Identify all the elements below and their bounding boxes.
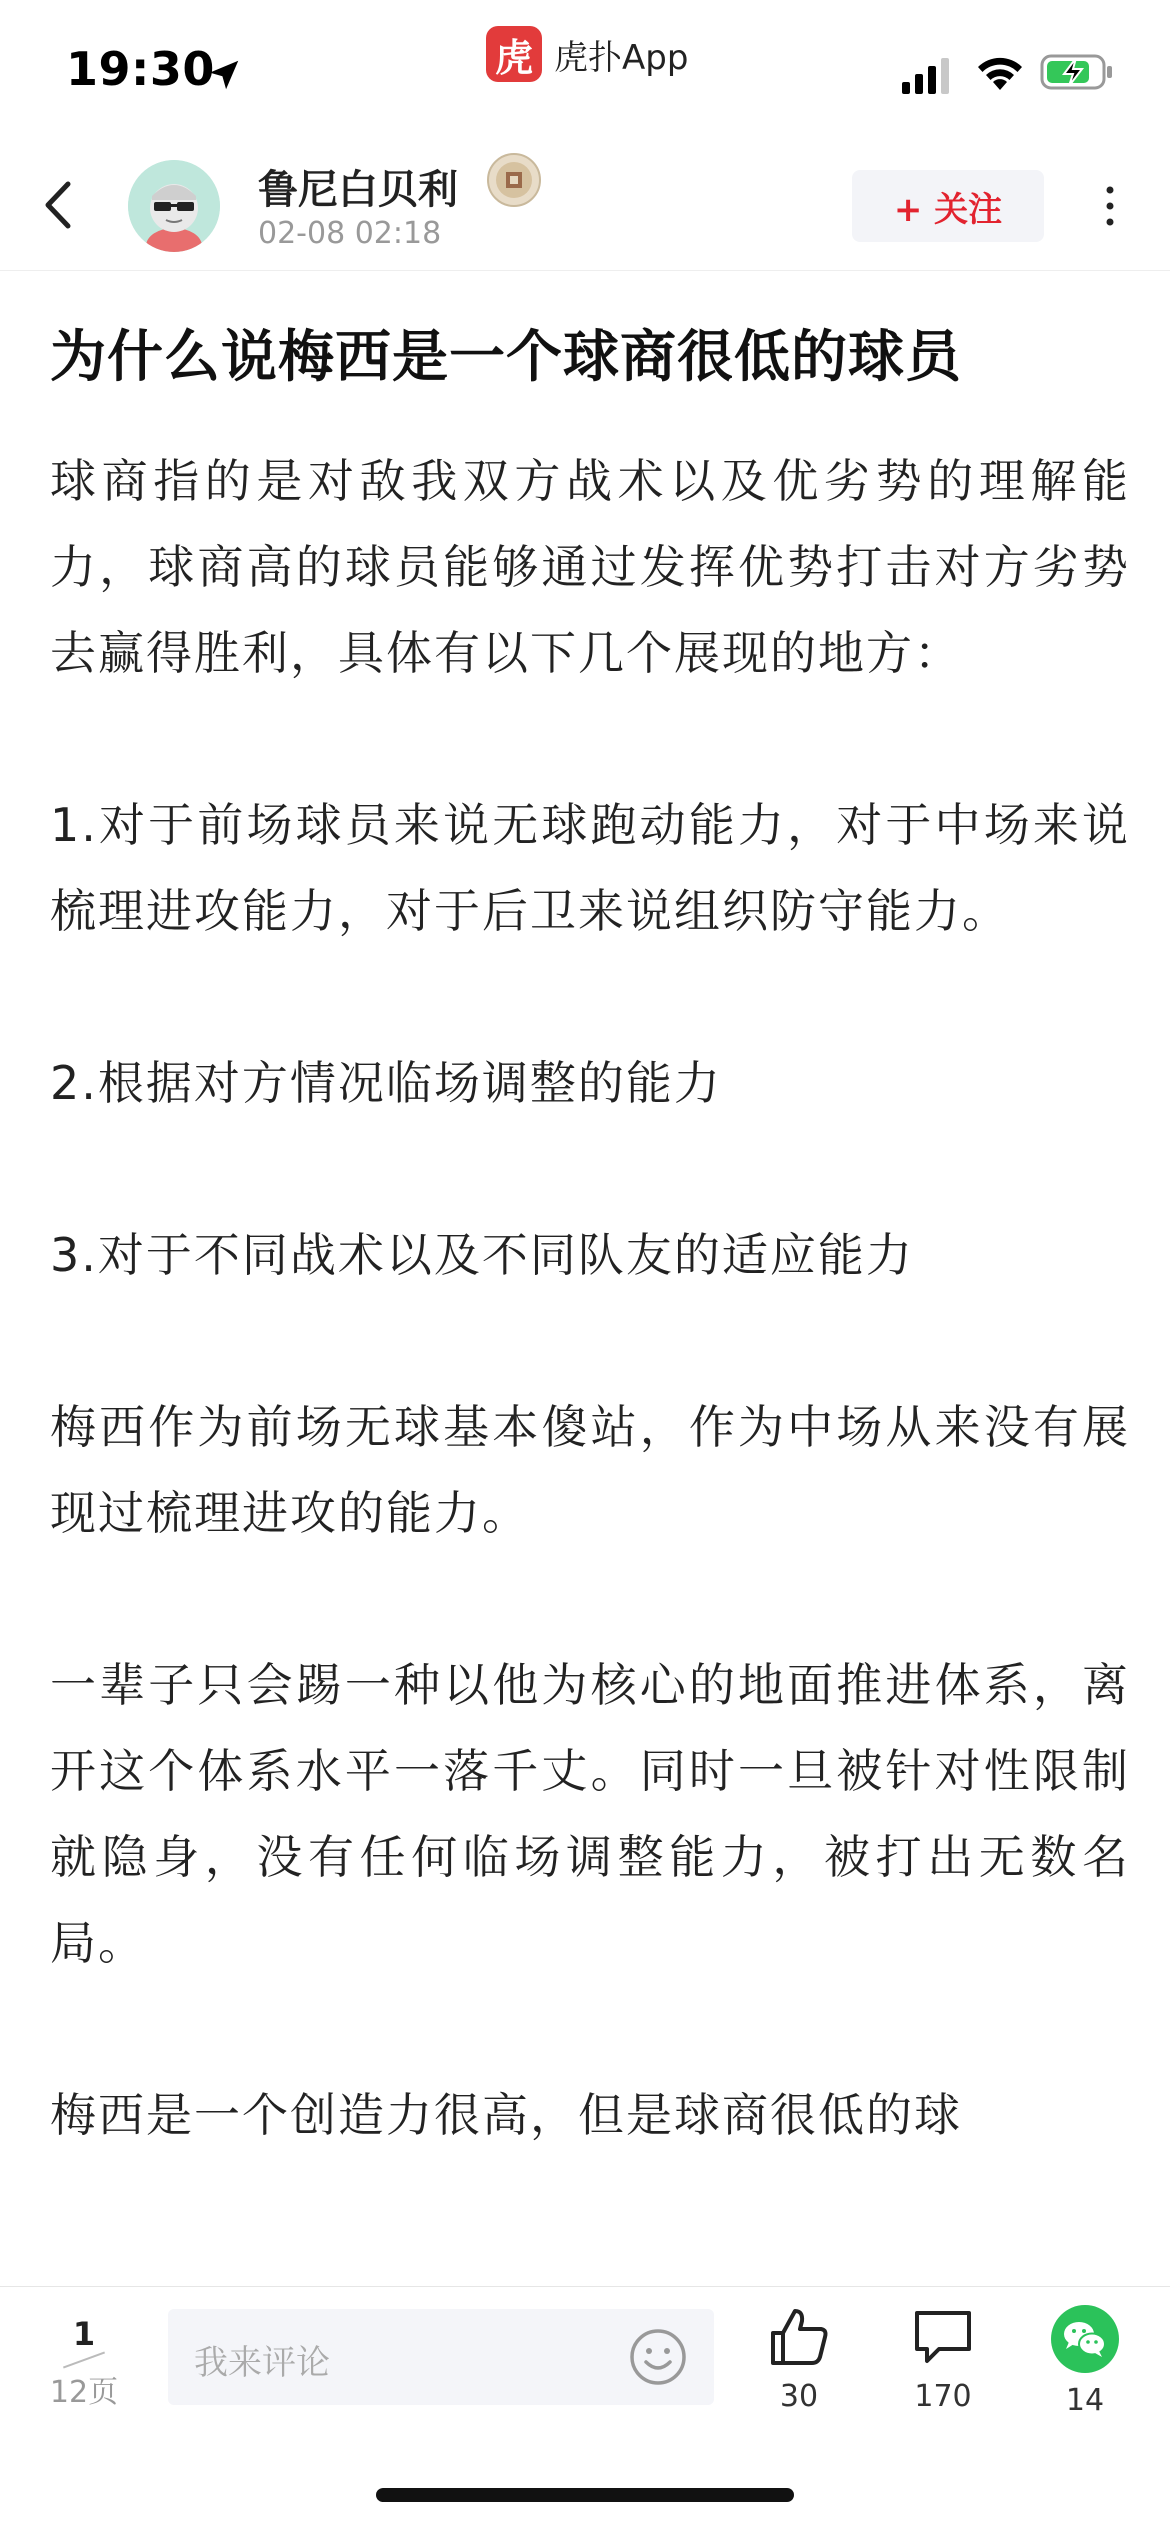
author-name[interactable]: 鲁尼白贝利 [258,167,458,213]
status-bar [0,0,1170,140]
wifi-icon [974,52,1026,92]
comment-button[interactable] [888,2305,998,2414]
comment-bubble-icon [911,2305,975,2369]
paragraph: 梅西是一个创造力很高，但是球商很低的球 [50,2088,962,2142]
paragraph: 梅西作为前场无球基本傻站，作为中场从来没有展现过梳理进攻的能力。 [50,1400,1130,1540]
battery-charging-icon [1040,52,1114,92]
comment-placeholder: 我来评论 [194,2343,330,2383]
app-badge [486,26,688,82]
post-header [0,140,1170,271]
thumbs-up-icon [767,2305,831,2369]
status-time: 19:30 [66,42,215,96]
paragraph: 2.根据对方情况临场调整的能力 [50,1056,722,1110]
wechat-icon [1051,2305,1119,2373]
page-divider [63,2352,105,2369]
author-avatar[interactable] [128,160,220,252]
page-total: 12页 [49,2375,119,2410]
app-name: 虎扑App [554,37,689,78]
paragraph: 一辈子只会踢一种以他为核心的地面推进体系，离开这个体系水平一落千丈。同时一旦被针对性限制就隐身，没有任何临场调整能力，被打出无数名局。 [50,1658,1130,1970]
post-title: 为什么说梅西是一个球商很低的球员 [50,325,962,390]
location-arrow-icon [205,56,243,94]
paragraph: 1.对于前场球员来说无球跑动能力，对于中场来说梳理进攻能力，对于后卫来说组织防守能力。 [50,798,1130,938]
like-button[interactable] [744,2305,854,2414]
share-count: 14 [1065,2383,1105,2418]
home-indicator[interactable] [376,2488,794,2502]
more-options-icon[interactable] [1100,184,1120,228]
wechat-share-button[interactable] [1030,2305,1140,2418]
follow-button[interactable]: + 关注 [852,170,1044,242]
comment-input[interactable] [168,2309,714,2405]
app-logo: 虎 [486,26,542,82]
page-indicator[interactable] [36,2315,132,2411]
comment-count: 170 [914,2379,972,2414]
avatar-face-icon [128,160,220,252]
paragraph: 3.对于不同战术以及不同队友的适应能力 [50,1228,914,1282]
back-chevron-icon[interactable] [38,178,78,232]
like-count: 30 [779,2379,819,2414]
page-current: 1 [72,2315,96,2353]
paragraph: 球商指的是对敌我双方战术以及优劣势的理解能力，球商高的球员能够通过发挥优势打击对方劣势去赢得胜利，具体有以下几个展现的地方： [50,454,1130,680]
cellular-signal-icon [902,58,952,94]
emoji-icon[interactable] [628,2327,688,2387]
post-time: 02-08 02:18 [258,216,442,251]
user-medal-icon [486,152,542,208]
article-body [50,270,1130,2158]
